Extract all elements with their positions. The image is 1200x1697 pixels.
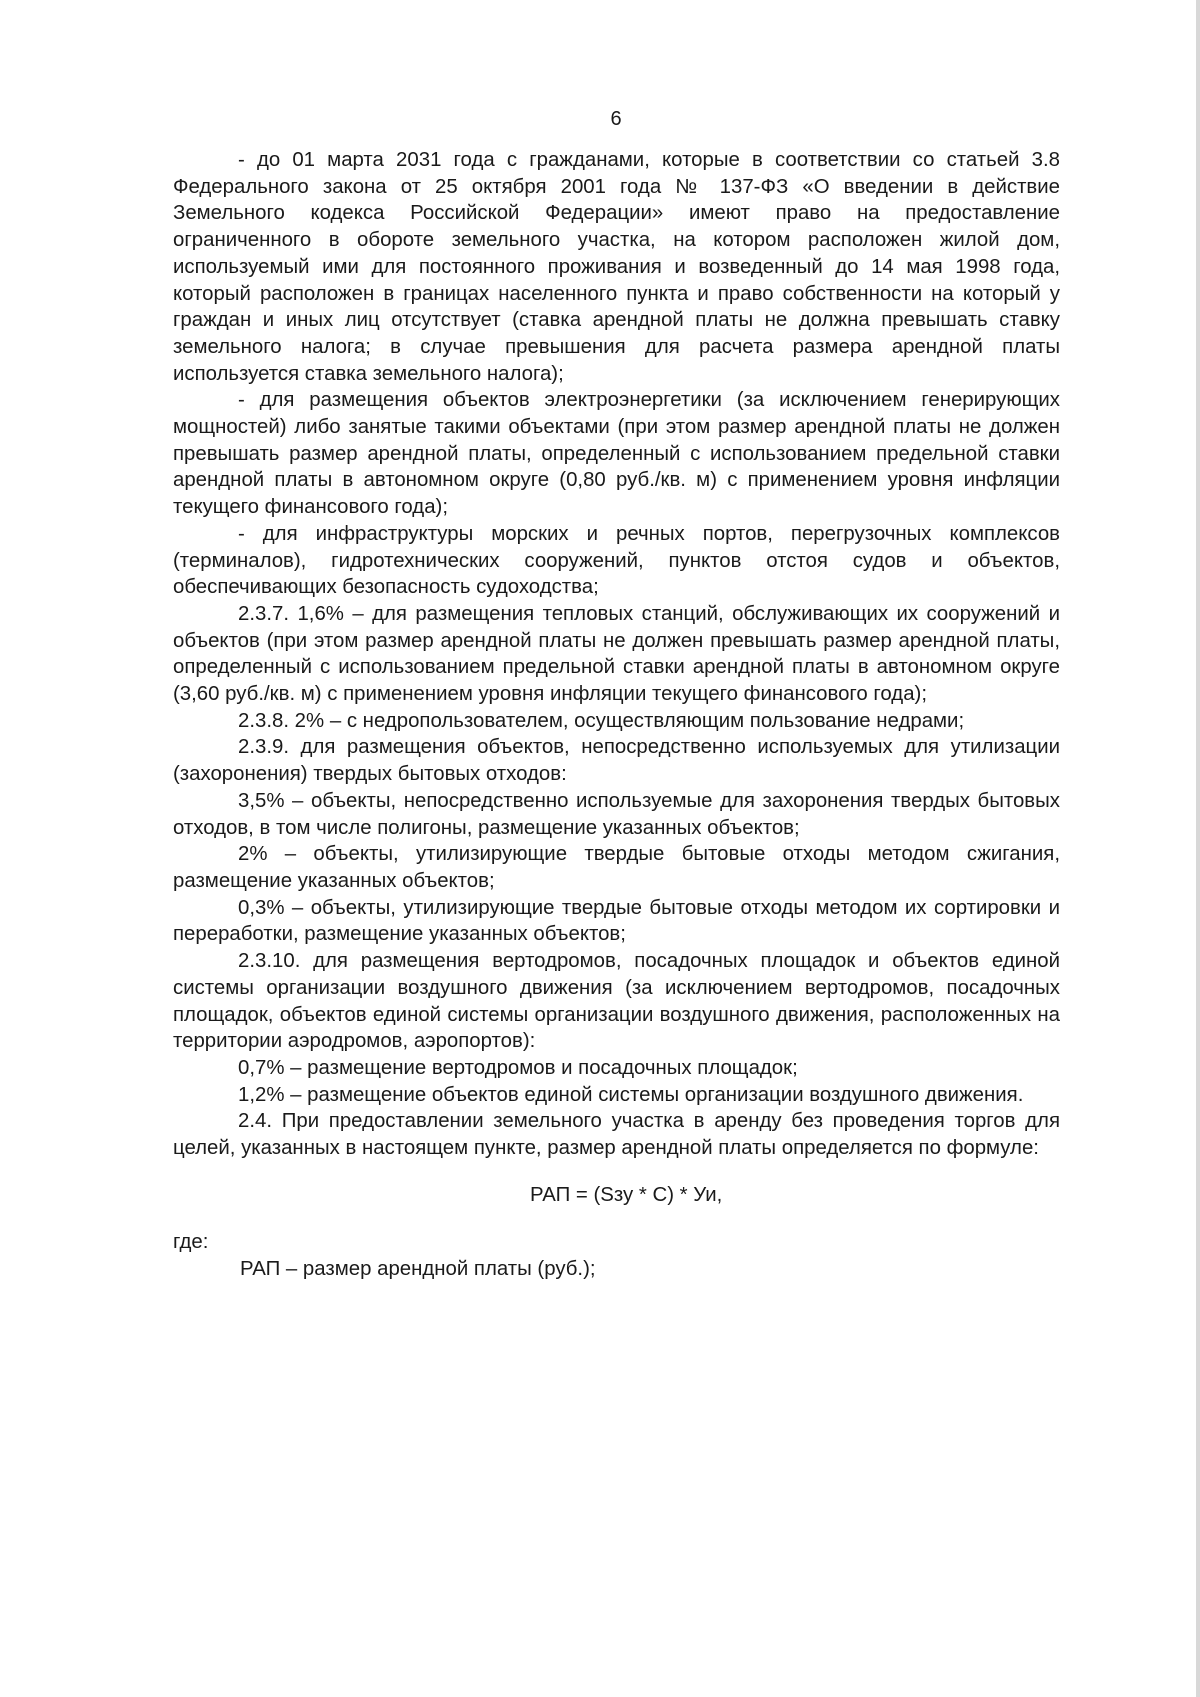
paragraph-helipads: 0,7% – размещение вертодромов и посадочных площадок;: [238, 1056, 798, 1079]
paragraph-2-4: 2.4. При предоставлении земельного участка в аренду без проведения торгов для целей, указанных в настоящем пункте, размер арендной платы определяется по формуле:: [173, 1110, 1060, 1160]
page-number: 6: [610, 108, 622, 130]
paragraph-incineration: 2% – объекты, утилизирующие твердые бытовые отходы методом сжигания, размещение указанных объектов;: [173, 843, 1060, 892]
paragraph-2-3-10: 2.3.10. для размещения вертодромов, посадочных площадок и объектов единой системы организации воздушного движения (за исключением вертодромов, посадочных площадок, объектов единой системы организации воздушного движения, расположенных на территории аэродромов, аэропортов):: [173, 950, 1060, 1053]
paragraph-landfill: 3,5% – объекты, непосредственно используемые для захоронения твердых бытовых отходов, в том числе полигоны, размещение указанных объектов;: [173, 789, 1060, 839]
paragraph-2-3-9: 2.3.9. для размещения объектов, непосредственно используемых для утилизации (захоронения) твердых бытовых отходов:: [173, 736, 1060, 786]
definition-rap: РАП – размер арендной платы (руб.);: [240, 1258, 596, 1281]
paragraph-air-traffic: 1,2% – размещение объектов единой системы организации воздушного движения.: [238, 1083, 1024, 1106]
where-label: где:: [173, 1231, 209, 1254]
paragraph-2-3-7: 2.3.7. 1,6% – для размещения тепловых станций, обслуживающих их сооружений и объектов (при этом размер арендной платы не должен превышать размер арендной платы, определенный с использованием предельной ставки арендной платы в автономном округе (3,60 руб./кв. м) с применением уровня инфляции текущего финансового года);: [173, 602, 1060, 706]
paragraph-citizens-2031: - до 01 марта 2031 года с гражданами, которые в соответствии со статьей 3.8 Федерального закона от 25 октября 2001 года № 137-ФЗ «О введении в действие Земельного кодекса Российской Федерации» имеют право на предоставление ограниченного в обороте земельного участка, на котором расположен жилой дом, используемый ими для постоянного проживания и возведенный до 14 мая 1998 года, который расположен в границах населенного пункта и право собственности на который у граждан и иных лиц отсутствует (ставка арендной платы не должна превышать ставку земельного налога; в случае превышения для расчета размера арендной платы используется ставка земельного налога);: [173, 149, 1060, 385]
rent-formula: РАП = (Sзу * С) * Уи,: [530, 1183, 723, 1206]
document-body: [173, 147, 1060, 1283]
page-edge-shadow: [1196, 0, 1200, 1697]
paragraph-2-3-8: 2.3.8. 2% – с недропользователем, осуществляющим пользование недрами;: [238, 709, 965, 732]
paragraph-electric-power: - для размещения объектов электроэнергетики (за исключением генерирующих мощностей) либо занятые такими объектами (при этом размер арендной платы не должен превышать размер арендной платы, определенный с использованием предельной ставки арендной платы в автономном округе (0,80 руб./кв. м) с применением уровня инфляции текущего финансового года);: [173, 389, 1060, 519]
paragraph-sorting: 0,3% – объекты, утилизирующие твердые бытовые отходы методом их сортировки и переработки, размещение указанных объектов;: [173, 896, 1060, 946]
paragraph-ports: - для инфраструктуры морских и речных портов, перегрузочных комплексов (терминалов), гидротехнических сооружений, пунктов отстоя судов и объектов, обеспечивающих безопасность судоходства;: [173, 522, 1060, 599]
